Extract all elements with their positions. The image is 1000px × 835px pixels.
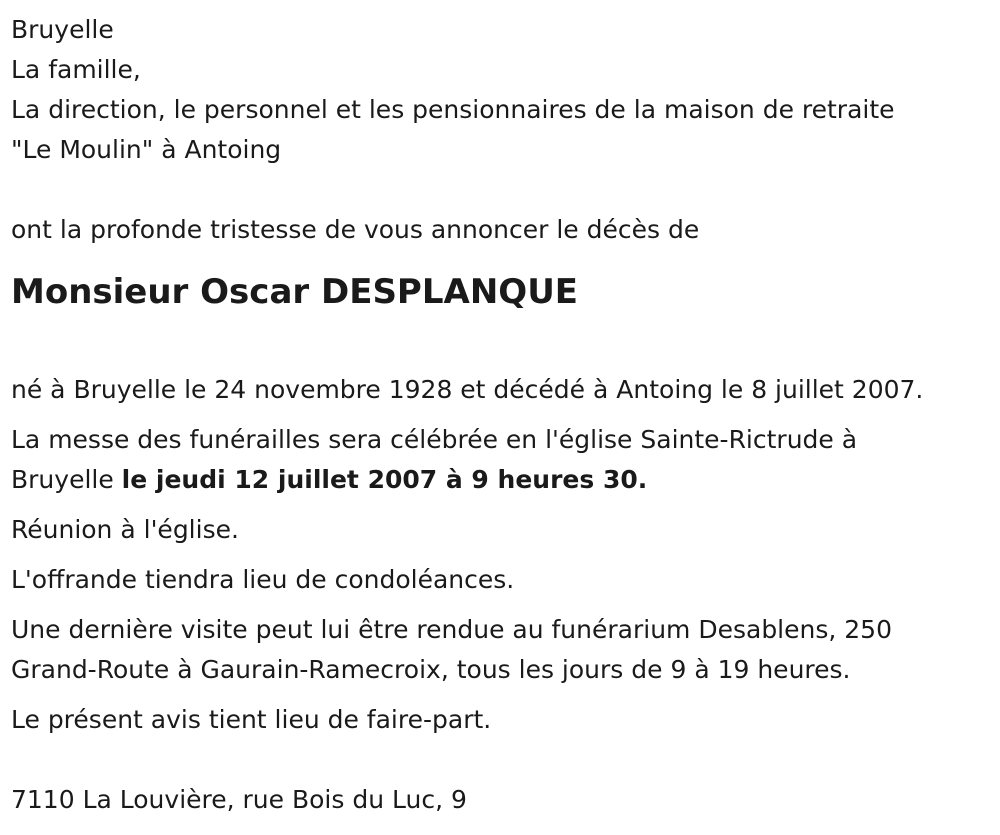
visit-line-2: Grand-Route à Gaurain-Ramecroix, tous les jours de 9 à 19 heures.	[11, 655, 851, 684]
deceased-name-block	[11, 270, 986, 370]
deceased-name: Monsieur Oscar DESPLANQUE	[11, 272, 579, 312]
address-block	[11, 780, 986, 820]
funeral-mass-location: Bruyelle	[11, 465, 122, 494]
spacer	[11, 170, 986, 210]
meeting-paragraph	[11, 510, 986, 550]
obituary-notice	[11, 10, 986, 820]
announcement-intro: ont la profonde tristesse de vous annoncer le décès de	[11, 215, 700, 244]
visit-paragraph	[11, 610, 986, 690]
funeral-mass-line-1: La messe des funérailles sera célébrée en l'église Sainte-Rictrude à	[11, 425, 858, 454]
funeral-mass-datetime: le jeudi 12 juillet 2007 à 9 heures 30.	[121, 465, 648, 494]
location-line: Bruyelle	[11, 15, 114, 44]
offering-paragraph	[11, 560, 986, 600]
announcers-block	[11, 10, 986, 170]
address-text: 7110 La Louvière, rue Bois du Luc, 9	[11, 785, 467, 814]
offering-text: L'offrande tiendra lieu de condoléances.	[11, 565, 515, 594]
notice-text: Le présent avis tient lieu de faire-part.	[11, 705, 492, 734]
visit-line-1: Une dernière visite peut lui être rendue au funérarium Desablens, 250	[11, 615, 892, 644]
funeral-mass-paragraph	[11, 420, 986, 500]
meeting-text: Réunion à l'église.	[11, 515, 239, 544]
birth-death-text: né à Bruyelle le 24 novembre 1928 et décédé à Antoing le 8 juillet 2007.	[11, 375, 924, 404]
notice-paragraph	[11, 700, 986, 740]
retirement-home-name-line: "Le Moulin" à Antoing	[11, 135, 282, 164]
funeral-mass-line-2	[11, 460, 986, 500]
family-line: La famille,	[11, 55, 141, 84]
birth-death-paragraph	[11, 370, 986, 410]
retirement-home-line: La direction, le personnel et les pensionnaires de la maison de retraite	[11, 95, 895, 124]
